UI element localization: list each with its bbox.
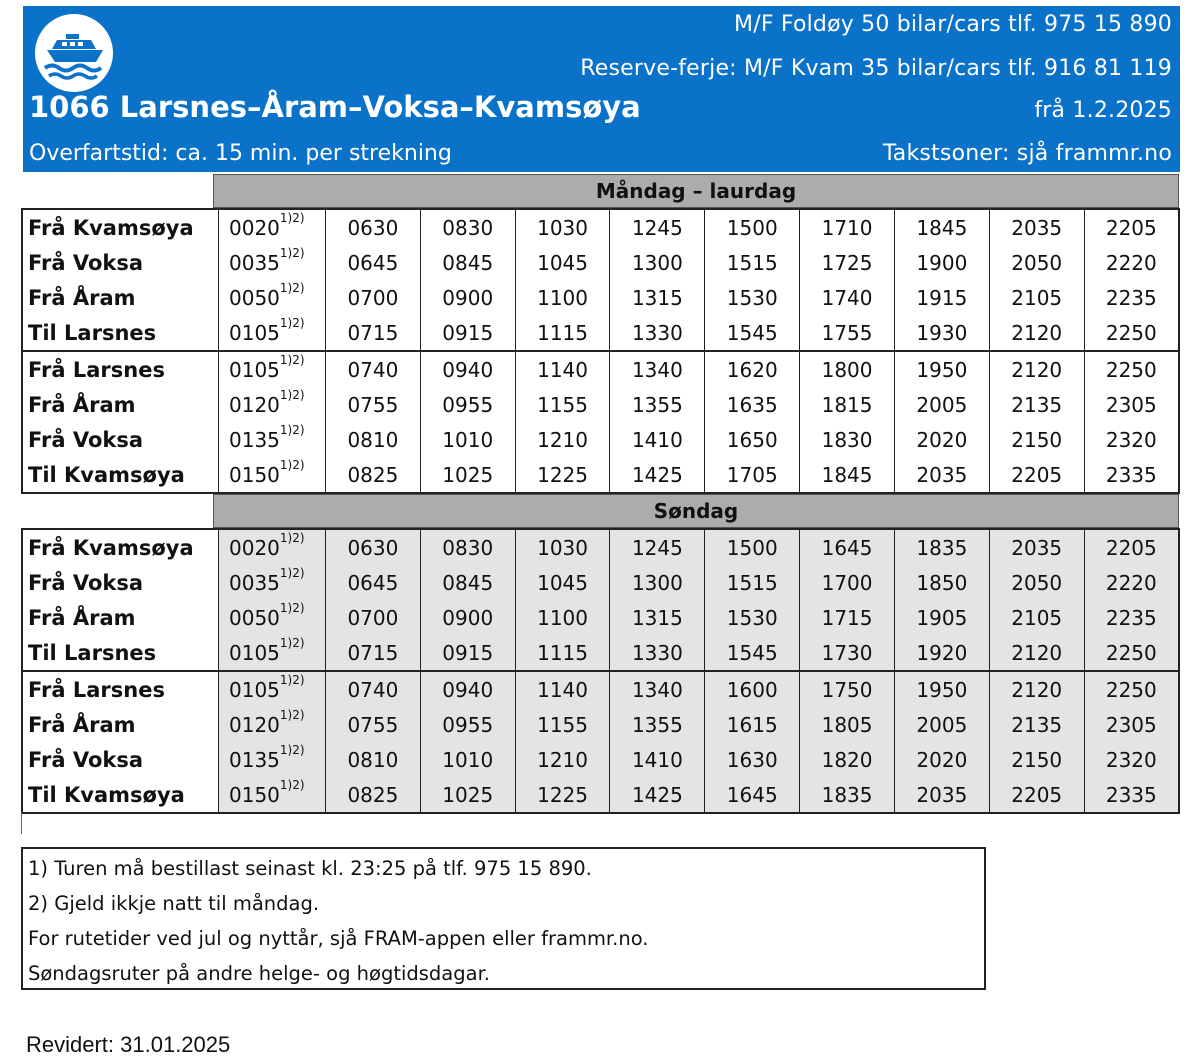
stop-name: Frå Åram bbox=[22, 280, 219, 315]
night-departure-cell bbox=[219, 315, 326, 351]
departure-time: 0810 bbox=[326, 422, 421, 457]
route-title: 1066 Larsnes–Åram–Voksa–Kvamsøya bbox=[29, 90, 641, 124]
departure-time: 1025 bbox=[420, 777, 515, 813]
departure-time: 1425 bbox=[610, 457, 705, 493]
departure-time: 2305 bbox=[1084, 707, 1179, 742]
departure-time: 1805 bbox=[800, 707, 895, 742]
night-departure-time: 0020 bbox=[229, 215, 280, 240]
departure-time: 0900 bbox=[420, 280, 515, 315]
departure-time: 2205 bbox=[989, 777, 1084, 813]
departure-time: 1845 bbox=[894, 209, 989, 245]
departure-time: 2050 bbox=[989, 245, 1084, 280]
night-departure-cell bbox=[219, 209, 326, 245]
table-row bbox=[22, 387, 1179, 422]
footnote-2: 2) Gjeld ikkje natt til måndag. bbox=[28, 892, 320, 915]
sunday-routes-note: Søndagsruter på andre helge- og høgtidsdagar. bbox=[28, 962, 491, 985]
departure-time: 0830 bbox=[420, 529, 515, 565]
departure-time: 0645 bbox=[326, 245, 421, 280]
departure-time: 2235 bbox=[1084, 280, 1179, 315]
footnote-marker: 1)2) bbox=[279, 280, 305, 295]
departure-time: 2120 bbox=[989, 635, 1084, 671]
departure-time: 1315 bbox=[610, 280, 705, 315]
departure-time: 1620 bbox=[705, 351, 800, 387]
departure-time: 2335 bbox=[1084, 777, 1179, 813]
footnote-marker: 1)2) bbox=[279, 565, 305, 580]
departure-time: 1355 bbox=[610, 707, 705, 742]
departure-time: 0810 bbox=[326, 742, 421, 777]
weekday-timetable-northbound bbox=[21, 208, 1180, 352]
table-row bbox=[22, 707, 1179, 742]
night-departure-cell bbox=[219, 387, 326, 422]
footnote-marker: 1)2) bbox=[279, 707, 305, 722]
stop-name: Frå Larsnes bbox=[22, 671, 219, 707]
departure-time: 1500 bbox=[705, 529, 800, 565]
night-departure-cell bbox=[219, 777, 326, 813]
departure-time: 1600 bbox=[705, 671, 800, 707]
footnote-marker: 1)2) bbox=[279, 210, 305, 225]
departure-time: 1100 bbox=[515, 600, 610, 635]
departure-time: 1140 bbox=[515, 671, 610, 707]
stop-name: Frå Voksa bbox=[22, 742, 219, 777]
stop-name: Frå Voksa bbox=[22, 565, 219, 600]
departure-time: 1835 bbox=[894, 529, 989, 565]
table-row bbox=[22, 635, 1179, 671]
footnote-marker: 1)2) bbox=[279, 352, 305, 367]
departure-time: 1030 bbox=[515, 529, 610, 565]
departure-time: 2150 bbox=[989, 422, 1084, 457]
departure-time: 1635 bbox=[705, 387, 800, 422]
departure-time: 1915 bbox=[894, 280, 989, 315]
departure-time: 2120 bbox=[989, 315, 1084, 351]
departure-time: 2035 bbox=[989, 529, 1084, 565]
departure-time: 1115 bbox=[515, 315, 610, 351]
night-departure-cell bbox=[219, 529, 326, 565]
departure-time: 1410 bbox=[610, 742, 705, 777]
departure-time: 1815 bbox=[800, 387, 895, 422]
table-row bbox=[22, 671, 1179, 707]
table-row bbox=[22, 777, 1179, 813]
margin-marker bbox=[21, 812, 22, 834]
footnote-marker: 1)2) bbox=[279, 315, 305, 330]
departure-time: 1845 bbox=[800, 457, 895, 493]
departure-time: 1030 bbox=[515, 209, 610, 245]
stop-name: Frå Åram bbox=[22, 600, 219, 635]
departure-time: 1725 bbox=[800, 245, 895, 280]
night-departure-time: 0105 bbox=[229, 640, 280, 665]
departure-time: 0845 bbox=[420, 565, 515, 600]
departure-time: 2220 bbox=[1084, 245, 1179, 280]
night-departure-cell bbox=[219, 671, 326, 707]
table-row bbox=[22, 245, 1179, 280]
table-row bbox=[22, 280, 1179, 315]
night-departure-cell bbox=[219, 742, 326, 777]
stop-name: Til Larsnes bbox=[22, 315, 219, 351]
departure-time: 1950 bbox=[894, 351, 989, 387]
departure-time: 1315 bbox=[610, 600, 705, 635]
sunday-timetable-northbound bbox=[21, 528, 1180, 672]
departure-time: 1615 bbox=[705, 707, 800, 742]
departure-time: 2120 bbox=[989, 351, 1084, 387]
stop-name: Frå Kvamsøya bbox=[22, 529, 219, 565]
departure-time: 1515 bbox=[705, 245, 800, 280]
departure-time: 1210 bbox=[515, 422, 610, 457]
night-departure-time: 0120 bbox=[229, 712, 280, 737]
footnote-marker: 1)2) bbox=[279, 600, 305, 615]
departure-time: 2005 bbox=[894, 707, 989, 742]
departure-time: 1100 bbox=[515, 280, 610, 315]
departure-time: 0940 bbox=[420, 351, 515, 387]
departure-time: 1950 bbox=[894, 671, 989, 707]
departure-time: 1140 bbox=[515, 351, 610, 387]
departure-time: 0915 bbox=[420, 315, 515, 351]
departure-time: 2035 bbox=[989, 209, 1084, 245]
departure-time: 1340 bbox=[610, 351, 705, 387]
departure-time: 1330 bbox=[610, 315, 705, 351]
footnote-1: 1) Turen må bestillast seinast kl. 23:25 på tlf. 975 15 890. bbox=[28, 857, 592, 880]
weekday-section-header: Måndag – laurdag bbox=[213, 174, 1179, 208]
departure-time: 1425 bbox=[610, 777, 705, 813]
departure-time: 0825 bbox=[326, 457, 421, 493]
table-row bbox=[22, 529, 1179, 565]
stop-name: Frå Åram bbox=[22, 387, 219, 422]
departure-time: 0740 bbox=[326, 671, 421, 707]
sunday-section-header: Søndag bbox=[213, 494, 1179, 528]
departure-time: 0645 bbox=[326, 565, 421, 600]
departure-time: 1330 bbox=[610, 635, 705, 671]
departure-time: 0900 bbox=[420, 600, 515, 635]
footnote-marker: 1)2) bbox=[279, 672, 305, 687]
departure-time: 2205 bbox=[1084, 209, 1179, 245]
departure-time: 1410 bbox=[610, 422, 705, 457]
departure-time: 2235 bbox=[1084, 600, 1179, 635]
departure-time: 2135 bbox=[989, 387, 1084, 422]
stop-name: Frå Larsnes bbox=[22, 351, 219, 387]
night-departure-time: 0150 bbox=[229, 462, 280, 487]
departure-time: 1700 bbox=[800, 565, 895, 600]
stop-name: Til Kvamsøya bbox=[22, 777, 219, 813]
night-departure-time: 0050 bbox=[229, 285, 280, 310]
reserve-ferry-info: Reserve-ferje: M/F Kvam 35 bilar/cars tlf. 916 81 119 bbox=[580, 56, 1172, 81]
departure-time: 1045 bbox=[515, 565, 610, 600]
night-departure-time: 0135 bbox=[229, 747, 280, 772]
table-row bbox=[22, 209, 1179, 245]
table-row bbox=[22, 600, 1179, 635]
night-departure-cell bbox=[219, 635, 326, 671]
departure-time: 1025 bbox=[420, 457, 515, 493]
departure-time: 2250 bbox=[1084, 635, 1179, 671]
departure-time: 2120 bbox=[989, 671, 1084, 707]
stop-name: Frå Åram bbox=[22, 707, 219, 742]
night-departure-cell bbox=[219, 351, 326, 387]
departure-time: 1715 bbox=[800, 600, 895, 635]
weekday-timetable-southbound bbox=[21, 350, 1180, 494]
departure-time: 2020 bbox=[894, 422, 989, 457]
departure-time: 2205 bbox=[989, 457, 1084, 493]
revised-date: Revidert: 31.01.2025 bbox=[26, 1032, 231, 1057]
vessel-info: M/F Foldøy 50 bilar/cars tlf. 975 15 890 bbox=[734, 12, 1172, 37]
departure-time: 0755 bbox=[326, 387, 421, 422]
footnote-marker: 1)2) bbox=[279, 387, 305, 402]
night-departure-cell bbox=[219, 707, 326, 742]
departure-time: 1930 bbox=[894, 315, 989, 351]
night-departure-time: 0050 bbox=[229, 605, 280, 630]
departure-time: 2305 bbox=[1084, 387, 1179, 422]
departure-time: 2250 bbox=[1084, 351, 1179, 387]
departure-time: 0830 bbox=[420, 209, 515, 245]
departure-time: 0630 bbox=[326, 209, 421, 245]
footnotes-box bbox=[21, 847, 986, 990]
departure-time: 2150 bbox=[989, 742, 1084, 777]
departure-time: 1500 bbox=[705, 209, 800, 245]
departure-time: 1800 bbox=[800, 351, 895, 387]
departure-time: 0700 bbox=[326, 600, 421, 635]
departure-time: 1645 bbox=[705, 777, 800, 813]
departure-time: 2035 bbox=[894, 457, 989, 493]
stop-name: Frå Kvamsøya bbox=[22, 209, 219, 245]
departure-time: 2320 bbox=[1084, 742, 1179, 777]
footnote-marker: 1)2) bbox=[279, 457, 305, 472]
header-banner bbox=[23, 6, 1180, 172]
table-row bbox=[22, 351, 1179, 387]
night-departure-time: 0035 bbox=[229, 570, 280, 595]
departure-time: 0755 bbox=[326, 707, 421, 742]
departure-time: 0825 bbox=[326, 777, 421, 813]
departure-time: 0955 bbox=[420, 707, 515, 742]
departure-time: 1850 bbox=[894, 565, 989, 600]
departure-time: 1340 bbox=[610, 671, 705, 707]
departure-time: 1750 bbox=[800, 671, 895, 707]
sunday-timetable-southbound bbox=[21, 670, 1180, 814]
night-departure-time: 0035 bbox=[229, 250, 280, 275]
departure-time: 1900 bbox=[894, 245, 989, 280]
departure-time: 1245 bbox=[610, 529, 705, 565]
table-row bbox=[22, 565, 1179, 600]
departure-time: 1530 bbox=[705, 600, 800, 635]
departure-time: 1225 bbox=[515, 457, 610, 493]
holiday-note: For rutetider ved jul og nyttår, sjå FRAM-appen eller frammr.no. bbox=[28, 927, 649, 950]
departure-time: 1010 bbox=[420, 742, 515, 777]
departure-time: 2250 bbox=[1084, 671, 1179, 707]
night-departure-cell bbox=[219, 280, 326, 315]
footnote-marker: 1)2) bbox=[279, 422, 305, 437]
departure-time: 1650 bbox=[705, 422, 800, 457]
departure-time: 2035 bbox=[894, 777, 989, 813]
table-row bbox=[22, 742, 1179, 777]
departure-time: 0700 bbox=[326, 280, 421, 315]
night-departure-time: 0020 bbox=[229, 535, 280, 560]
ferry-icon bbox=[33, 12, 115, 94]
departure-time: 2020 bbox=[894, 742, 989, 777]
departure-time: 1710 bbox=[800, 209, 895, 245]
departure-time: 1730 bbox=[800, 635, 895, 671]
stop-name: Til Larsnes bbox=[22, 635, 219, 671]
departure-time: 1835 bbox=[800, 777, 895, 813]
departure-time: 1820 bbox=[800, 742, 895, 777]
departure-time: 2050 bbox=[989, 565, 1084, 600]
stop-name: Til Kvamsøya bbox=[22, 457, 219, 493]
departure-time: 2205 bbox=[1084, 529, 1179, 565]
departure-time: 1530 bbox=[705, 280, 800, 315]
departure-time: 1830 bbox=[800, 422, 895, 457]
footnote-marker: 1)2) bbox=[279, 245, 305, 260]
departure-time: 1045 bbox=[515, 245, 610, 280]
departure-time: 0715 bbox=[326, 315, 421, 351]
night-departure-cell bbox=[219, 600, 326, 635]
table-row bbox=[22, 422, 1179, 457]
departure-time: 1355 bbox=[610, 387, 705, 422]
stop-name: Frå Voksa bbox=[22, 422, 219, 457]
night-departure-time: 0135 bbox=[229, 427, 280, 452]
night-departure-time: 0105 bbox=[229, 677, 280, 702]
departure-time: 1920 bbox=[894, 635, 989, 671]
valid-from-date: frå 1.2.2025 bbox=[1034, 98, 1172, 123]
departure-time: 1755 bbox=[800, 315, 895, 351]
departure-time: 0630 bbox=[326, 529, 421, 565]
departure-time: 2105 bbox=[989, 600, 1084, 635]
departure-time: 1010 bbox=[420, 422, 515, 457]
night-departure-time: 0105 bbox=[229, 320, 280, 345]
departure-time: 0740 bbox=[326, 351, 421, 387]
departure-time: 1225 bbox=[515, 777, 610, 813]
departure-time: 1155 bbox=[515, 707, 610, 742]
night-departure-cell bbox=[219, 245, 326, 280]
crossing-time: Overfartstid: ca. 15 min. per strekning bbox=[29, 141, 452, 166]
departure-time: 2105 bbox=[989, 280, 1084, 315]
footnote-marker: 1)2) bbox=[279, 777, 305, 792]
departure-time: 0845 bbox=[420, 245, 515, 280]
stop-name: Frå Voksa bbox=[22, 245, 219, 280]
departure-time: 2005 bbox=[894, 387, 989, 422]
footnote-marker: 1)2) bbox=[279, 530, 305, 545]
night-departure-time: 0150 bbox=[229, 782, 280, 807]
night-departure-time: 0120 bbox=[229, 392, 280, 417]
footnote-marker: 1)2) bbox=[279, 635, 305, 650]
departure-time: 2335 bbox=[1084, 457, 1179, 493]
departure-time: 1630 bbox=[705, 742, 800, 777]
departure-time: 1115 bbox=[515, 635, 610, 671]
departure-time: 1905 bbox=[894, 600, 989, 635]
departure-time: 2135 bbox=[989, 707, 1084, 742]
departure-time: 1740 bbox=[800, 280, 895, 315]
night-departure-time: 0105 bbox=[229, 357, 280, 382]
footnote-marker: 1)2) bbox=[279, 742, 305, 757]
night-departure-cell bbox=[219, 565, 326, 600]
departure-time: 1705 bbox=[705, 457, 800, 493]
departure-time: 2250 bbox=[1084, 315, 1179, 351]
departure-time: 0940 bbox=[420, 671, 515, 707]
departure-time: 1515 bbox=[705, 565, 800, 600]
night-departure-cell bbox=[219, 422, 326, 457]
departure-time: 0955 bbox=[420, 387, 515, 422]
departure-time: 1300 bbox=[610, 245, 705, 280]
night-departure-cell bbox=[219, 457, 326, 493]
table-row bbox=[22, 315, 1179, 351]
departure-time: 1210 bbox=[515, 742, 610, 777]
departure-time: 1155 bbox=[515, 387, 610, 422]
fare-zones-link: Takstsoner: sjå frammr.no bbox=[882, 141, 1172, 166]
departure-time: 1300 bbox=[610, 565, 705, 600]
table-row bbox=[22, 457, 1179, 493]
departure-time: 2320 bbox=[1084, 422, 1179, 457]
departure-time: 1545 bbox=[705, 315, 800, 351]
departure-time: 1645 bbox=[800, 529, 895, 565]
departure-time: 2220 bbox=[1084, 565, 1179, 600]
departure-time: 0715 bbox=[326, 635, 421, 671]
departure-time: 1245 bbox=[610, 209, 705, 245]
departure-time: 0915 bbox=[420, 635, 515, 671]
departure-time: 1545 bbox=[705, 635, 800, 671]
